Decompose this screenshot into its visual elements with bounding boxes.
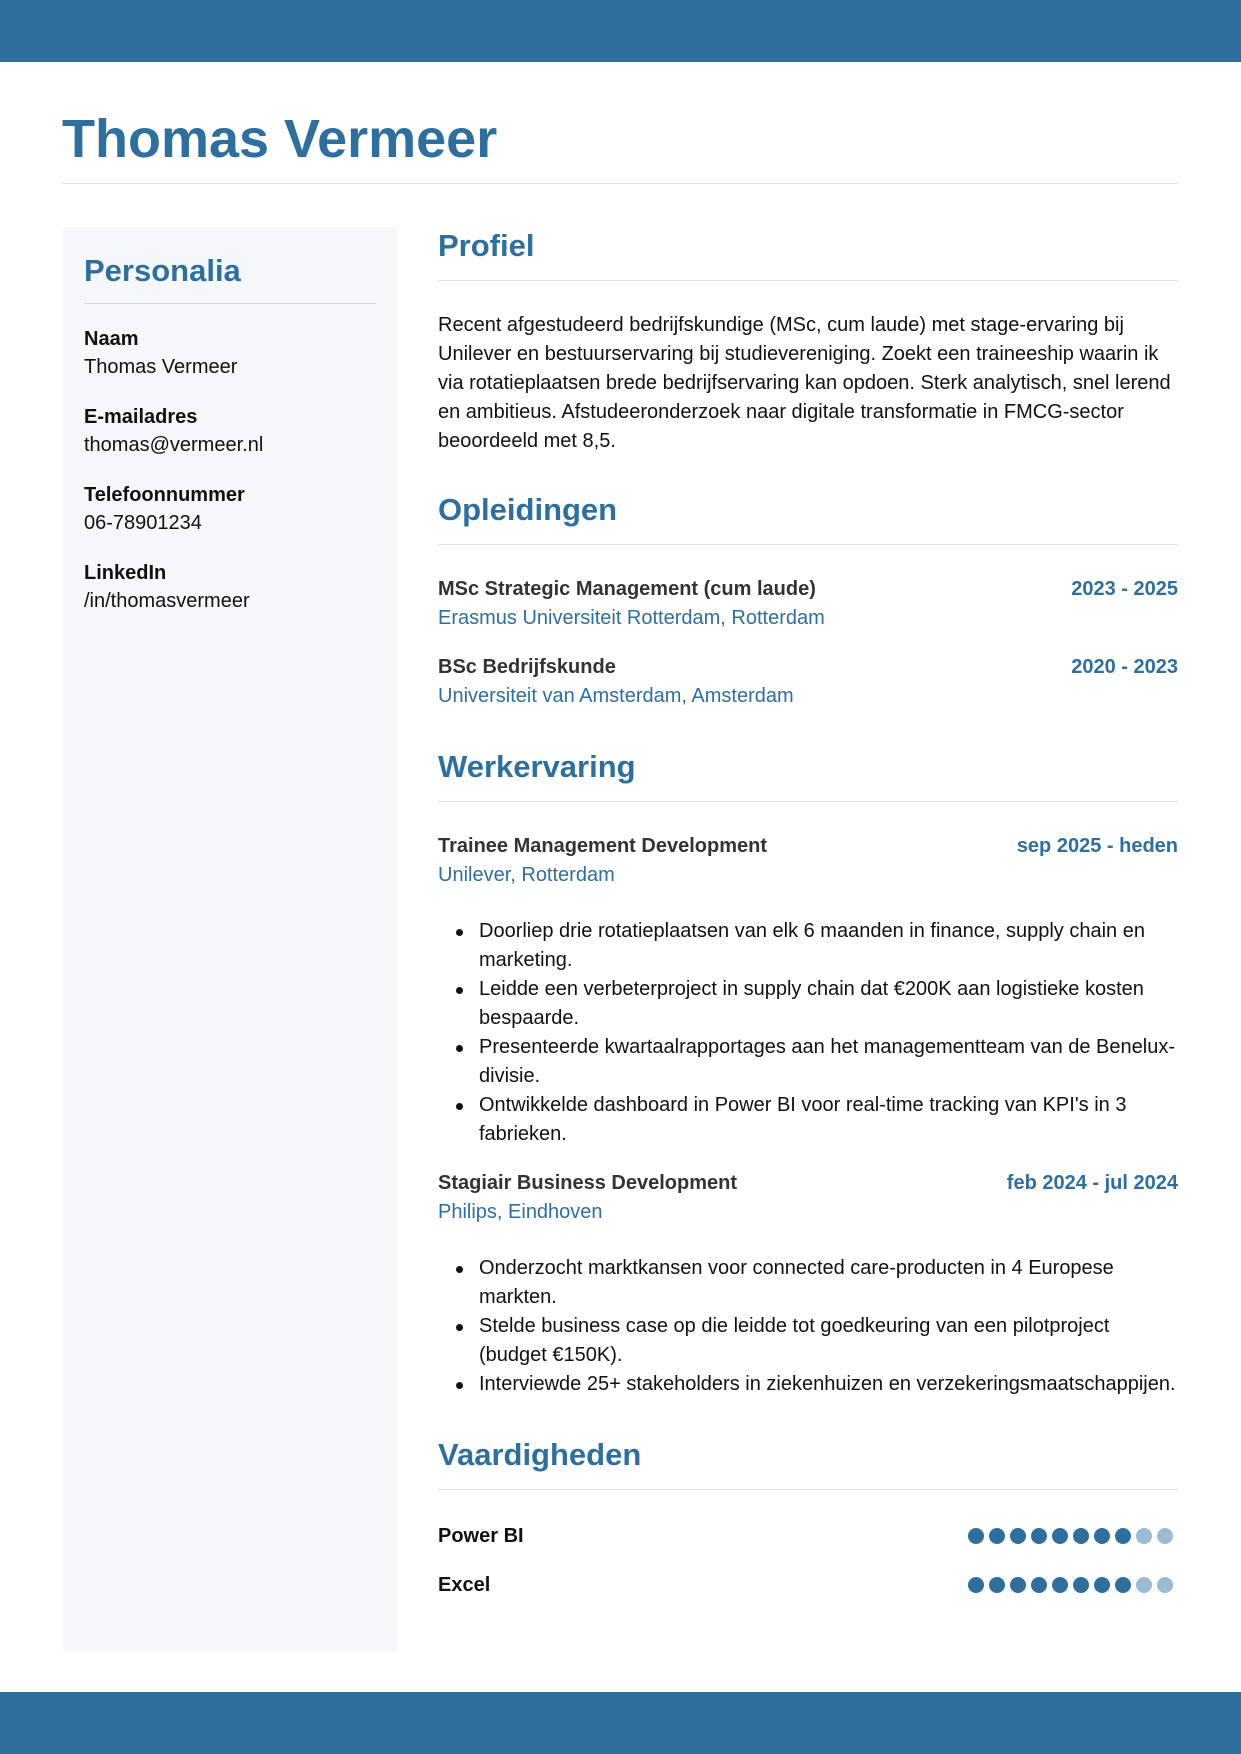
education-entry (438, 575, 1178, 633)
rating-dot-filled (989, 1528, 1005, 1544)
bullet-item: Stelde business case op die leidde tot goedkeuring van een pilotproject (budget €150K). (438, 1312, 1178, 1370)
rating-dot-filled (1010, 1577, 1026, 1593)
education-section (438, 488, 1178, 711)
field-linkedin (84, 559, 376, 615)
top-accent-bar (0, 0, 1241, 62)
experience-entry (438, 1169, 1178, 1399)
field-value: Thomas Vermeer (84, 356, 238, 378)
rating-dot-filled (1052, 1528, 1068, 1544)
profile-section (438, 224, 1178, 456)
rating-dot-filled (1010, 1528, 1026, 1544)
rating-dot-empty (1157, 1528, 1173, 1544)
experience-entry (438, 832, 1178, 1149)
skill-name: Excel (438, 1573, 491, 1596)
education-entry (438, 653, 1178, 711)
field-label: Naam (84, 328, 139, 350)
field-telefoon (84, 481, 376, 537)
rating-dot-filled (1073, 1528, 1089, 1544)
bullet-item: Doorliep drie rotatieplaatsen van elk 6 maanden in finance, supply chain en marketing. (438, 917, 1178, 975)
rating-dot-filled (1094, 1528, 1110, 1544)
entry-org: Philips, Eindhoven (438, 1201, 603, 1223)
section-title: Opleidingen (438, 488, 1178, 545)
field-label: E-mailadres (84, 406, 198, 428)
bullet-item: Ontwikkelde dashboard in Power BI voor real-time tracking van KPI's in 3 fabrieken. (438, 1091, 1178, 1149)
entry-dates: sep 2025 - heden (1016, 835, 1178, 857)
field-email (84, 403, 376, 459)
bullet-item: Onderzocht marktkansen voor connected care-producten in 4 Europese markten. (438, 1254, 1178, 1312)
personalia-sidebar (63, 227, 397, 1651)
entry-dates: feb 2024 - jul 2024 (1006, 1172, 1178, 1194)
bullet-item: Presenteerde kwartaalrapportages aan het managementteam van de Benelux-divisie. (438, 1033, 1178, 1091)
rating-dot-filled (1073, 1577, 1089, 1593)
entry-title: MSc Strategic Management (cum laude) (438, 578, 816, 600)
skills-list (438, 1522, 1178, 1599)
skill-row (438, 1522, 1178, 1550)
field-value: /in/thomasvermeer (84, 590, 250, 612)
field-value: 06-78901234 (84, 512, 202, 534)
field-naam (84, 325, 376, 381)
field-label: LinkedIn (84, 562, 167, 584)
rating-dot-filled (968, 1577, 984, 1593)
entry-org: Erasmus Universiteit Rotterdam, Rotterdam (438, 607, 825, 629)
entry-title: Stagiair Business Development (438, 1172, 737, 1194)
section-title: Vaardigheden (438, 1433, 1178, 1490)
rating-dot-empty (1136, 1577, 1152, 1593)
rating-dot-empty (1157, 1577, 1173, 1593)
section-title: Profiel (438, 224, 1178, 281)
bullet-item: Interviewde 25+ stakeholders in ziekenhuizen en verzekeringsmaatschappijen. (438, 1370, 1178, 1399)
skills-section (438, 1433, 1178, 1599)
skill-rating (968, 1577, 1178, 1593)
name-divider (62, 183, 1178, 184)
entry-org: Unilever, Rotterdam (438, 864, 615, 886)
profile-text: Recent afgestudeerd bedrijfskundige (MSc, cum laude) met stage-ervaring bij Unilever en bestuurservaring bij studievereniging. Zoekt een traineeship waarin ik via rotatieplaatsen brede bedrijfservaring kan opdoen. Sterk analytisch, snel lerend en ambitieus. Afstudeeronderzoek naar digitale transformatie in FMCG-sector beoordeeld met 8,5. (438, 314, 1171, 452)
entry-title: BSc Bedrijfskunde (438, 656, 616, 678)
rating-dot-empty (1136, 1528, 1152, 1544)
personalia-title: Personalia (84, 251, 376, 304)
skill-name: Power BI (438, 1524, 524, 1547)
main-content (438, 224, 1178, 1620)
entry-org: Universiteit van Amsterdam, Amsterdam (438, 685, 794, 707)
entry-dates: 2023 - 2025 (1071, 578, 1178, 600)
rating-dot-filled (1031, 1577, 1047, 1593)
rating-dot-filled (989, 1577, 1005, 1593)
resume-name: Thomas Vermeer (62, 109, 498, 169)
entry-title: Trainee Management Development (438, 835, 767, 857)
rating-dot-filled (1094, 1577, 1110, 1593)
section-title: Werkervaring (438, 745, 1178, 802)
field-label: Telefoonnummer (84, 484, 245, 506)
bullet-list (438, 1254, 1178, 1399)
bullet-item: Leidde een verbeterproject in supply chain dat €200K aan logistieke kosten bespaarde. (438, 975, 1178, 1033)
rating-dot-filled (968, 1528, 984, 1544)
rating-dot-filled (1052, 1577, 1068, 1593)
experience-section (438, 745, 1178, 1399)
rating-dot-filled (1115, 1577, 1131, 1593)
bullet-list (438, 917, 1178, 1149)
entry-dates: 2020 - 2023 (1071, 656, 1178, 678)
rating-dot-filled (1031, 1528, 1047, 1544)
bottom-accent-bar (0, 1692, 1241, 1754)
field-value: thomas@vermeer.nl (84, 434, 264, 456)
skill-rating (968, 1528, 1178, 1544)
rating-dot-filled (1115, 1528, 1131, 1544)
skill-row (438, 1571, 1178, 1599)
